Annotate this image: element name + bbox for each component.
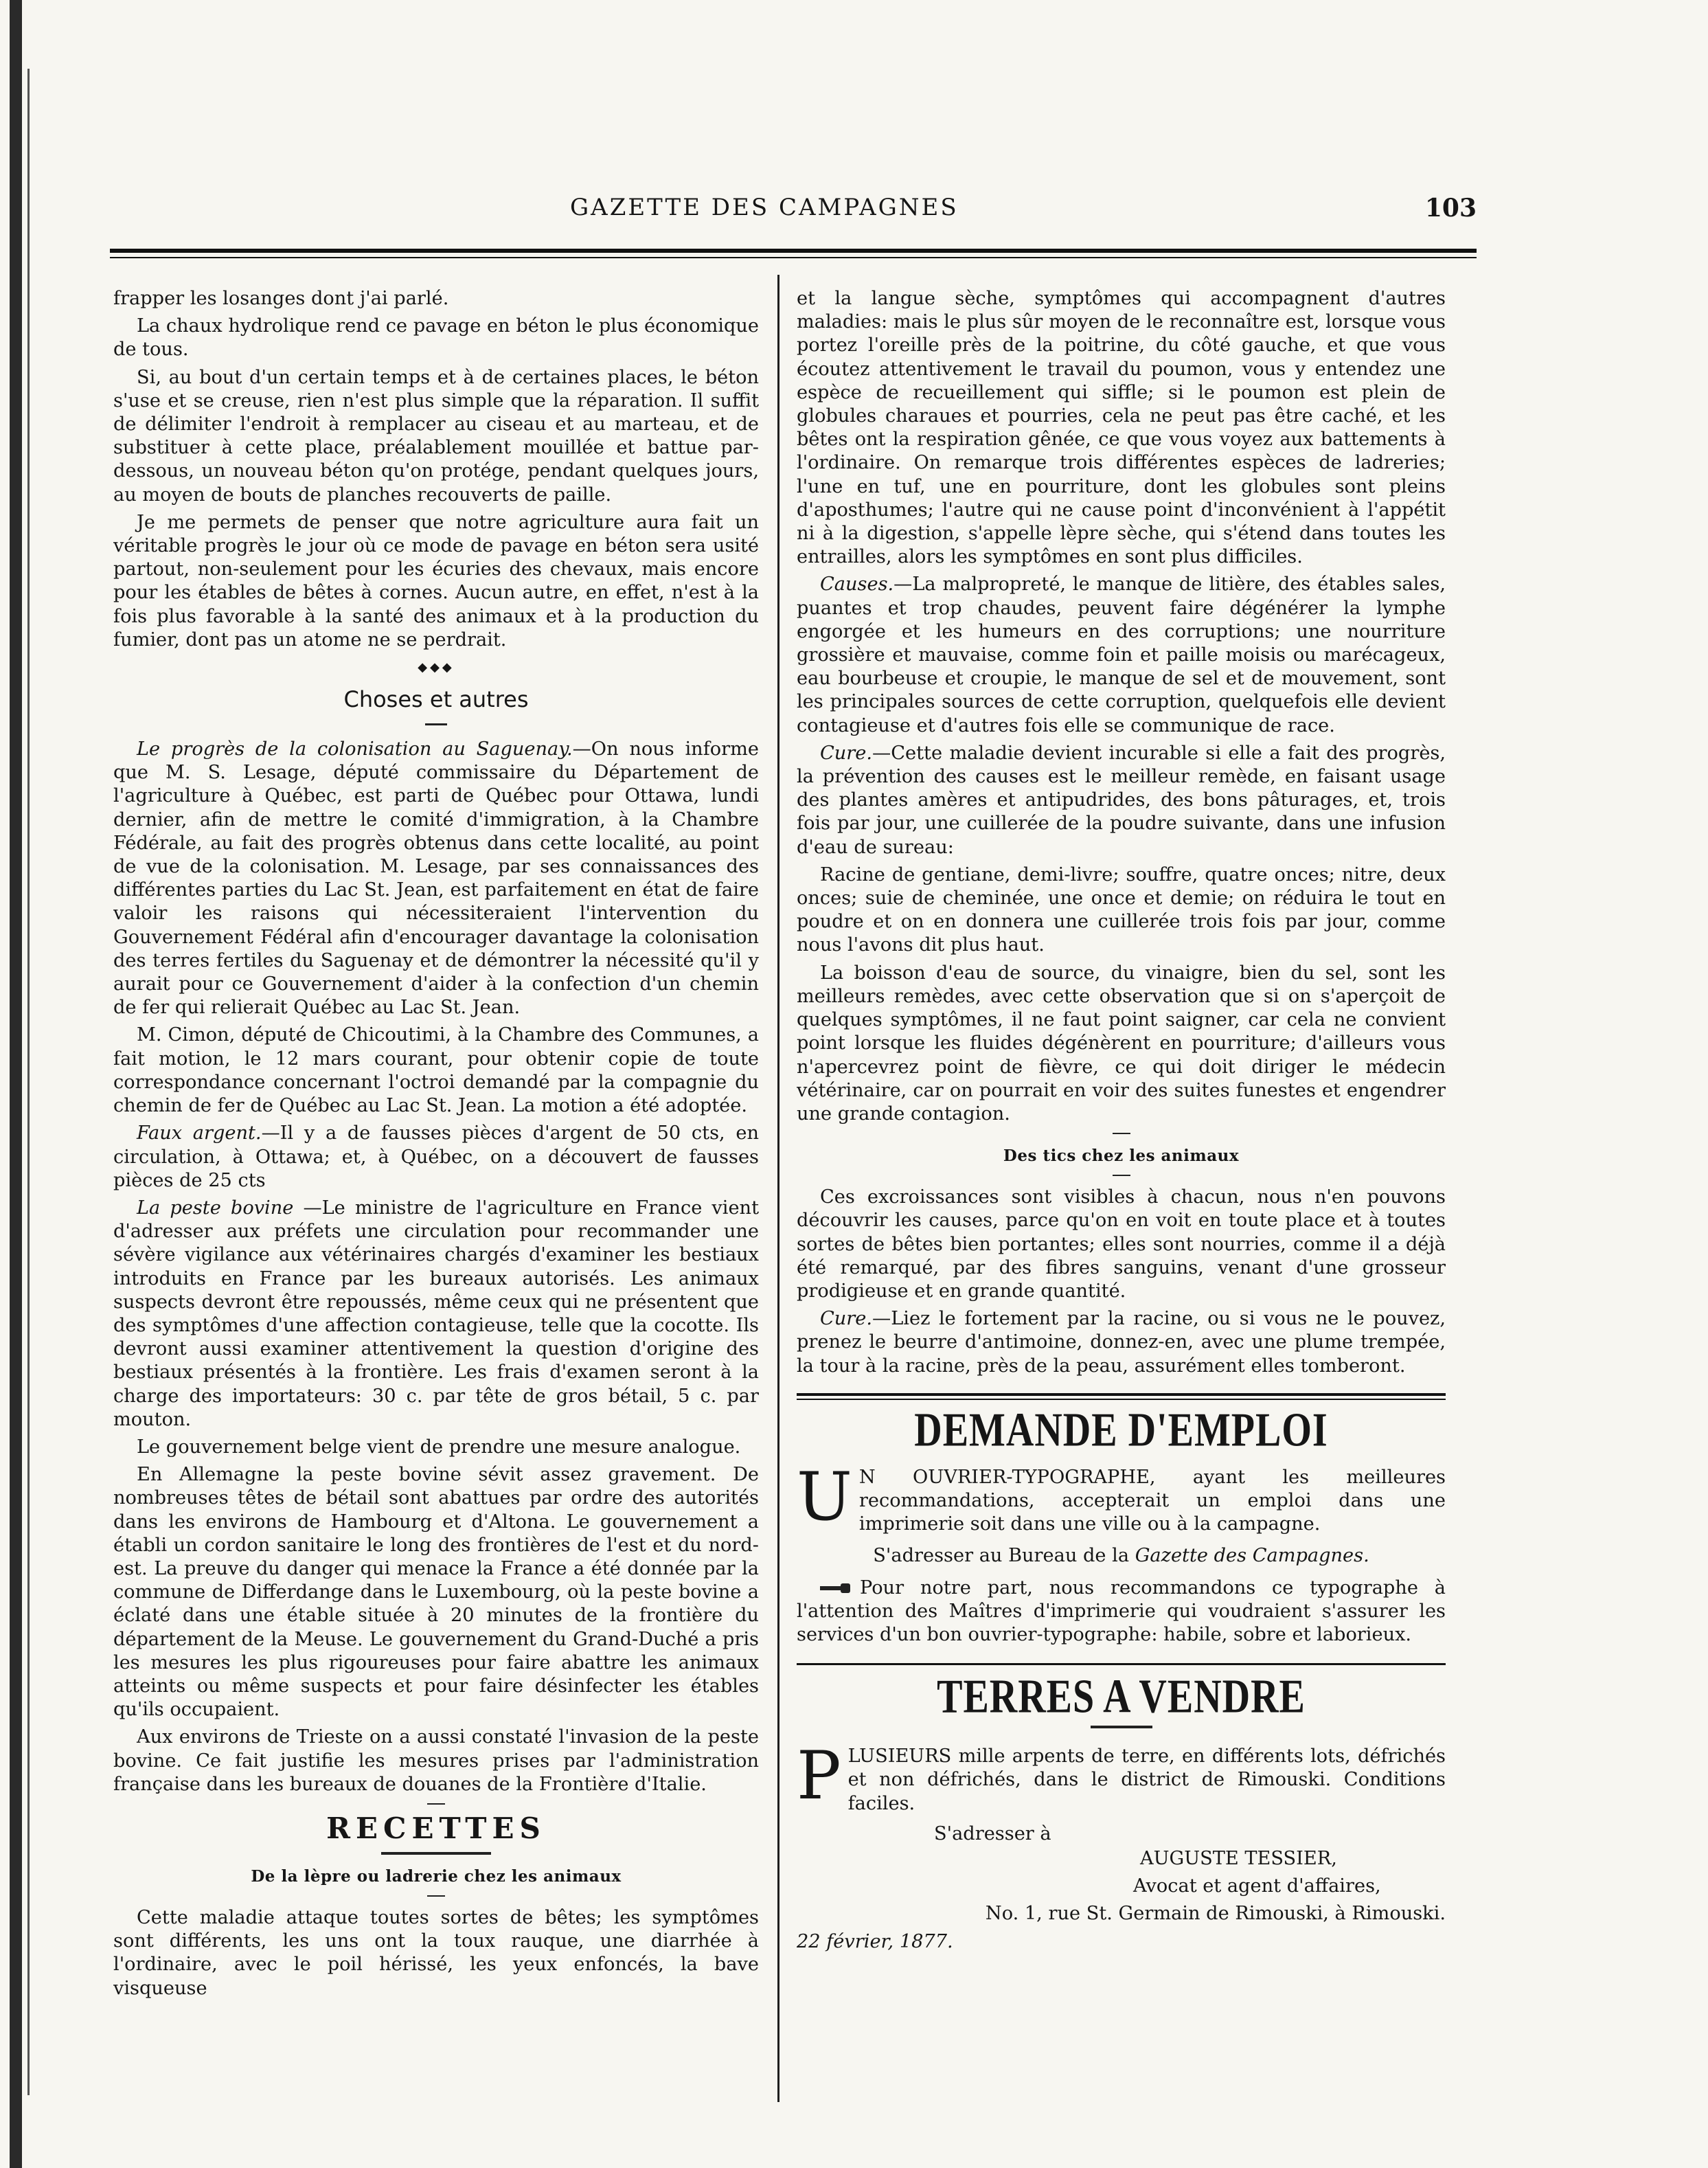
left-column [113,287,759,2114]
heading-rule [1113,1175,1130,1176]
header-rule-thick [110,249,1477,253]
ad-contact-role: Avocat et agent d'affaires, [1133,1875,1381,1897]
article-paragraph: Cette maladie attaque toutes sortes de bêtes; les symptômes sont différents, les uns ont la toux rauque, une diarrhée à l'ordinaire, avec le poil hérissé, les yeux enfoncés, la bave visqueuse [113,1906,759,1999]
ad-rule-thin [797,1399,1446,1400]
ad-contact-name: AUGUSTE TESSIER, [1140,1847,1337,1869]
ad-terres-a-vendre [797,1670,1446,1954]
page-header [110,194,1477,235]
article-paragraph: et la langue sèche, symptômes qui accompagnent d'autres maladies: mais le plus sûr moyen de le reconnaître est, lorsque vous portez l'oreille près de la poitrine, du côté gauche, et que vous écoutez attentivement le travail du poumon, vous y entendez une espèce de recueillement qui siffle; si le poumon est plein de globules charaues et pourries, cela ne peut pas être caché, et les bêtes ont la respiration gênée, ce que vous voyez aux battements à l'ordinaire. On remarque trois différentes espèces de ladreries; l'une en tuf, une en pourriture, dont les globules sont pleins d'aposthumes; l'autre qui ne cause point d'inconvénient à l'appétit ni à la digestion, s'appelle lèpre sèche, qui s'étend dans toutes les entrailles, alors les symptômes en sont plus difficiles. [797,288,1446,568]
ad-date: 22 février, 1877. [797,1930,953,1952]
article-paragraph: frapper les losanges dont j'ai parlé. [113,288,449,309]
pointing-hand-icon [820,1582,850,1594]
article-paragraph: Si, au bout d'un certain temps et à de certaines places, le béton s'use et se creuse, rien n'est plus simple que la réparation. Il suffit de délimiter l'endroit à remplacer au ciseau et au marteau, et de substituer à cette place, préalablement mouillée et battue par-dessous, un nouveau béton qu'on protége, pendant quelques jours, au moyen de bouts de planches recouverts de paille. [113,366,759,506]
ad-heading: DEMANDE D'EMPLOI [914,1403,1328,1457]
right-column [797,287,1446,2101]
article-paragraph: La chaux hydrolique rend ce pavage en béton le plus économique de tous. [113,315,759,361]
recipe-paragraph: Racine de gentiane, demi-livre; souffre, quatre onces; nitre, deux onces; suie de cheminée, une once et demie; on réduira le tout en poudre et on en donnera une cuillerée trois fois par jour, comme nous l'avons dit plus haut. [797,863,1446,956]
section-heading-recettes: RECETTES [326,1811,546,1845]
news-item: Le progrès de la colonisation au Saguenay.—On nous informe que M. S. Lesage, député commissaire du Département de l'agriculture à Québec, est parti de Québec pour Ottawa, lundi dernier, afin de mettre le comité d'immigration, à la Chambre Fédérale, au fait des progrès obtenus dans cette localité, au point de vue de la colonisation. M. Lesage, par ses connaissances des différentes parties du Lac St. Jean, est parfaitement en état de faire valoir les raisons qui nécessiteraient l'intervention du Gouvernement Fédéral afin d'encourager davantage la colonisation des terres fertiles du Saguenay et de démontrer la nécessité qu'il y aurait pour ce Gouvernement d'aider à la confection d'un chemin de fer qui relierait Québec au Lac St. Jean. [113,738,759,1019]
article-paragraph: Cure.—Liez le fortement par la racine, ou si vous ne le pouvez, prenez le beurre d'antimoine, donnez-en, avec une plume trempée, la tour à la racine, près de la peau, assurément elles tomberont. [797,1308,1446,1377]
section-dash [427,1803,445,1805]
ad-contact-street: No. 1, rue St. Germain de Rimouski, à Rimouski. [985,1903,1446,1925]
article-paragraph: Cure.—Cette maladie devient incurable si elle a fait des progrès, la prévention des causes est le meilleur remède, en faisant usage des plantes amères et antipudrides, des bons pâturages, et, trois fois par jour, une cuillerée de la poudre suivante, dans une infusion d'eau de sureau: [797,742,1446,858]
ad-rule-thick [797,1393,1446,1396]
news-item: Le gouvernement belge vient de prendre une mesure analogue. [137,1436,741,1458]
article-paragraph: Je me permets de penser que notre agriculture aura fait un véritable progrès le jour où ce mode de pavage en béton sera usité partout, non-seulement pour les écuries des chevaux, mais encore pour les étables de bêtes à cornes. Aucun autre, en effet, n'est à la fois plus favorable à la santé des animaux et à la production du fumier, dont pas un atome ne se perdrait. [113,511,759,651]
ad-body: PLUSIEURS mille arpents de terre, en différents lots, défrichés et non défrichés, dans le district de Rimouski. Conditions faciles. [797,1737,1446,1815]
section-dash [1113,1133,1130,1134]
ad-demande-emploi [797,1403,1446,1647]
news-item: La peste bovine —Le ministre de l'agriculture en France vient d'adresser aux préfets une circulation pour recommander une sévère vigilance aux vétérinaires chargés d'examiner les bestiaux introduits en France par les bureaux autorisés. Les animaux suspects devront être repoussés, même ceux qui ne présentent que des symptômes d'une affection contagieuse, telle que la cocotte. Ils devront aussi examiner attentivement la question d'origine des bestiaux présentés à la frontière. Les frais d'examen seront à la charge des importateurs: 30 c. par tête de gros bétail, 5 c. par mouton. [113,1197,759,1430]
ad-recommendation: Pour notre part, nous recommandons ce typographe à l'attention des Maîtres d'imprimerie qui voudraient s'assurer les services d'un bon ouvrier-typographe: habile, sobre et laborieux. [797,1577,1446,1645]
subheading-tics: Des tics chez les animaux [1003,1147,1240,1166]
binding-edge-inner [27,69,30,2095]
drop-cap: U [797,1458,852,1535]
news-item: En Allemagne la peste bovine sévit assez gravement. De nombreuses têtes de bétail sont abattues par ordre des autorités dans les environs de Hambourg et d'Altona. Le gouvernement a établi un cordon sanitaire le long des frontières de l'est et du nord-est. La preuve du danger qui menace la France a été donnée par la commune de Differdange dans le Luxembourg, où la peste bovine a éclaté dans une étable située à 20 minutes de la frontière du département de la Meuse. Le gouvernement du Grand-Duché a pris les mesures les plus rigoureuses pour faire abattre les animaux atteints ou même suspects et pour faire désinfecter les étables qu'ils occupaient. [113,1464,759,1721]
ad-body: U N OUVRIER-TYPOGRAPHE, ayant les meilleures recommandations, accepterait un emploi dans une imprimerie soit dans une ville ou à la campagne. [797,1458,1446,1535]
header-rule-thin [110,257,1477,258]
ad-address: S'adresser au Bureau de la Gazette des Campagnes. [873,1545,1369,1567]
section-ornament: ◆◆◆ [418,660,455,675]
binding-edge [10,0,22,2168]
running-title: GAZETTE DES CAMPAGNES [570,194,959,221]
ad-heading: TERRES A VENDRE [937,1670,1306,1724]
ad-address-intro: S'adresser à [934,1822,1051,1844]
article-paragraph: Causes.—La malpropreté, le manque de litière, des étables sales, puantes et trop chaudes, peuvent faire dégénérer la lymphe engorgée et les humeurs en des corruptions; une nourriture grossière et mauvaise, comme foin et paille moisis ou marécageux, eau bourbeuse et croupie, le manque de sel et de mouvement, sont les principales sources de cette corruption, quelquefois elle devient contagieuse et d'autres fois elle se communique de race. [797,574,1446,736]
news-item: M. Cimon, député de Chicoutimi, à la Chambre des Communes, a fait motion, le 12 mars courant, pour obtenir copie de toute correspondance concernant l'octroi demandé par la compagnie du chemin de fer de Québec au Lac St. Jean. La motion a été adoptée. [113,1024,759,1117]
drop-cap: P [797,1737,841,1815]
news-item: Aux environs de Trieste on a aussi constaté l'invasion de la peste bovine. Ce fait justifie les mesures prises par l'administration française dans les bureaux de douanes de la Frontière d'Italie. [113,1726,759,1795]
article-paragraph: La boisson d'eau de source, du vinaigre, bien du sel, sont les meilleurs remèdes, avec cette observation que si on s'aperçoit de quelques symptômes, il ne faut point saigner, car cela ne convient point lorsque les fluides dégénèrent en pourriture; d'ailleurs vous n'apercevrez point de fièvre, ce qui doit diriger le médecin vétérinaire, car on pourrait en voir des suites funestes et engendrer une grande contagion. [797,962,1446,1125]
section-heading-choses: Choses et autres [343,686,529,713]
ad-rule [797,1663,1446,1665]
subheading-lepre: De la lèpre ou ladrerie chez les animaux [251,1866,622,1886]
heading-rule [1091,1726,1152,1728]
article-paragraph: Ces excroissances sont visibles à chacun, nous n'en pouvons découvrir les causes, parce qu'on en voit en toute place et à toutes sortes de bêtes bien portantes; elles sont nourries, comme il a déjà été remarqué, par des fibres sanguins, venant d'une grosseur prodigieuse et en grande quantité. [797,1186,1446,1302]
column-divider [777,275,779,2102]
heading-rule [425,723,447,725]
news-item: Faux argent.—Il y a de fausses pièces d'argent de 50 cts, en circulation, à Ottawa; et, à Québec, on a découvert de fausses pièces de 25 cts [113,1122,759,1191]
heading-rule [427,1895,445,1897]
heading-rule [381,1852,491,1855]
page-number: 103 [1424,194,1477,223]
